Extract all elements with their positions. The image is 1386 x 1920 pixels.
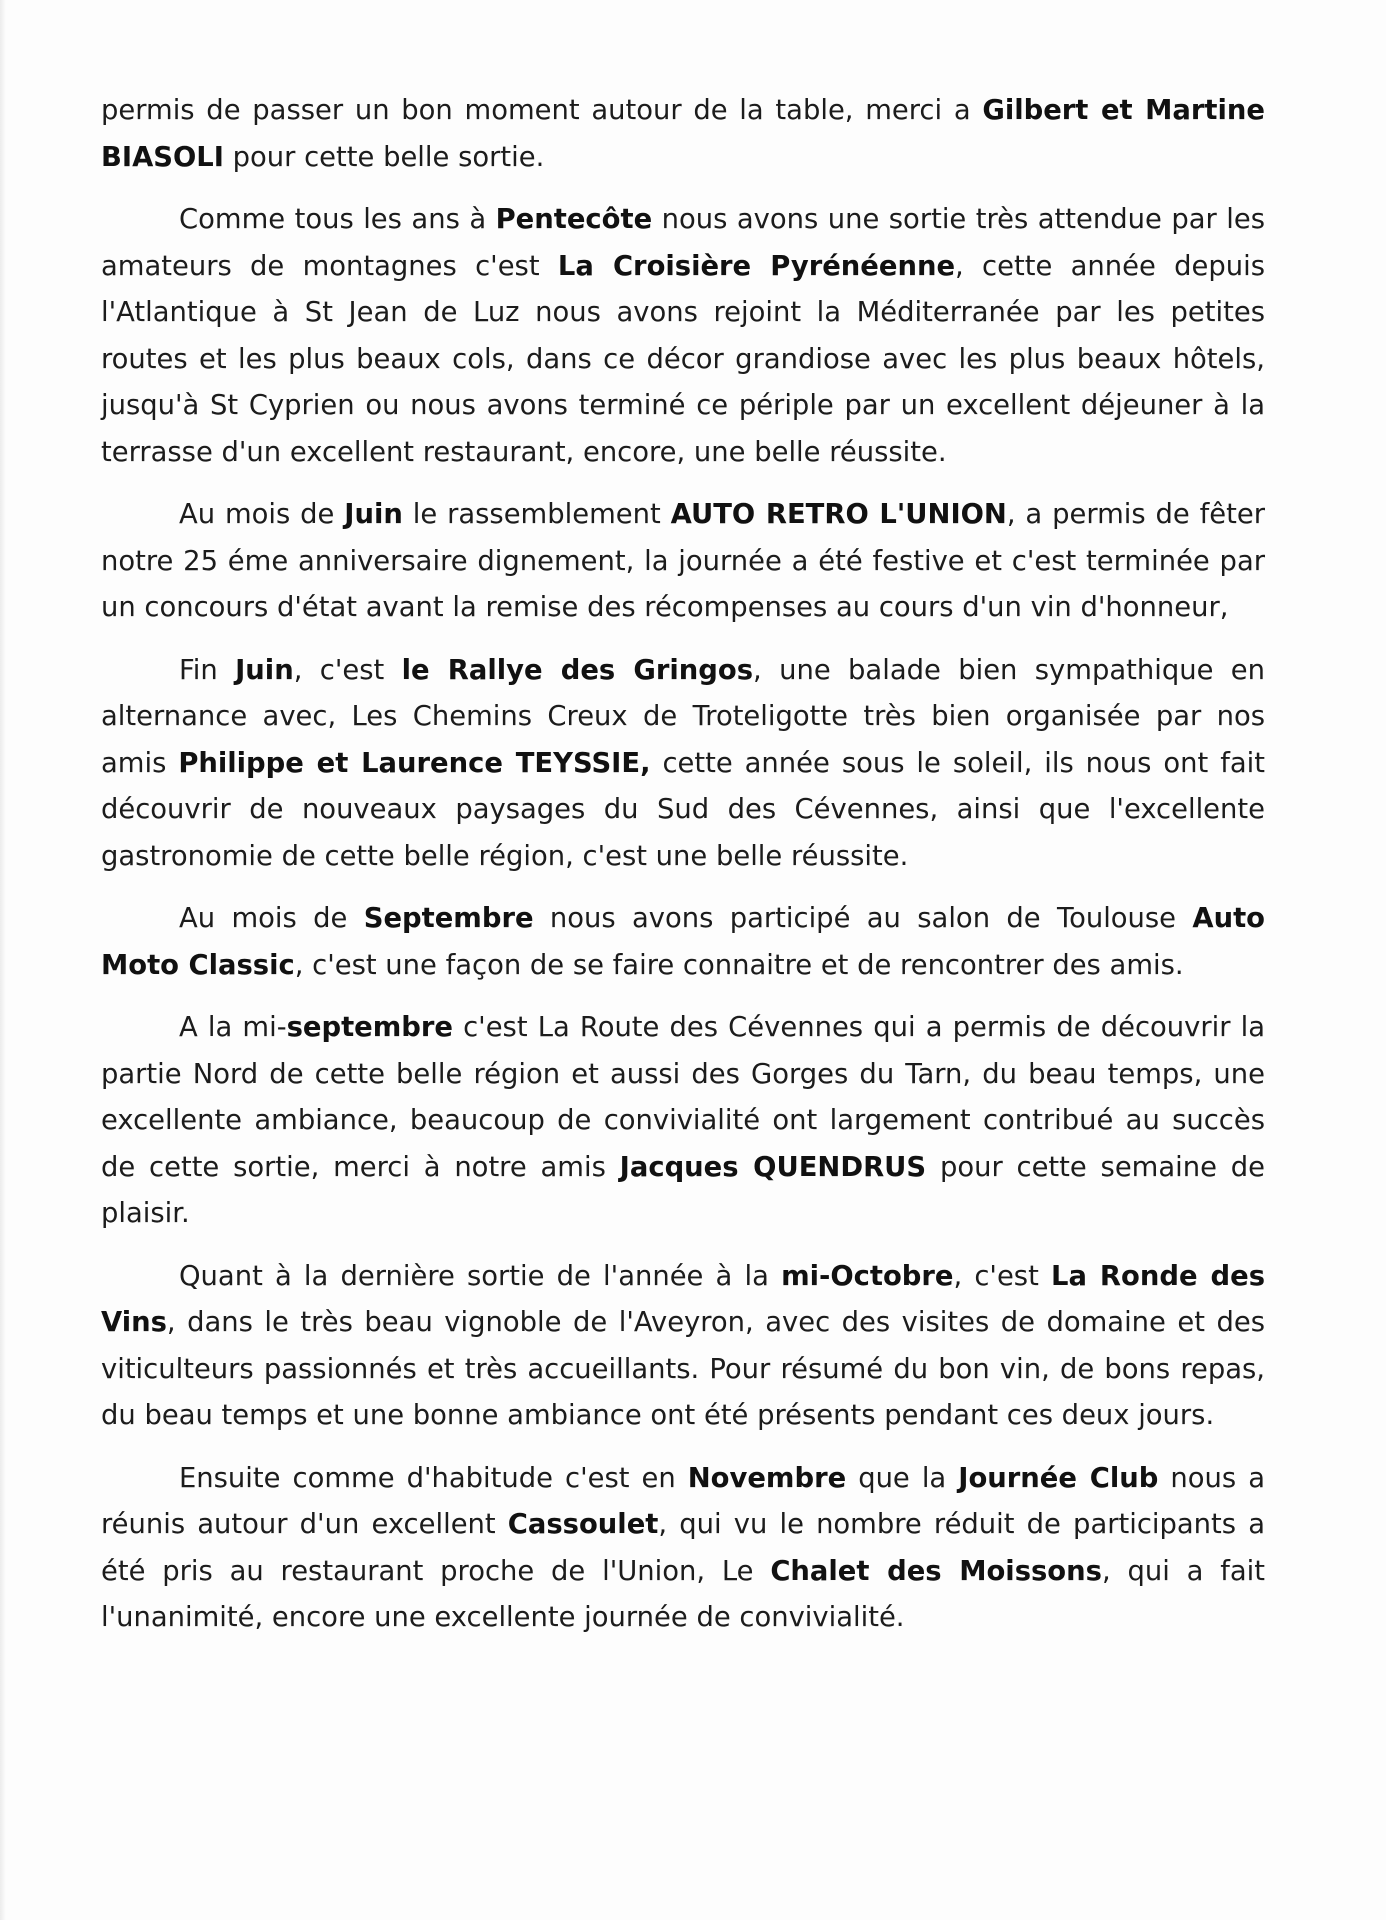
text-run: , dans le très beau vignoble de l'Aveyron, avec des visites de domaine et des viticulteurs passionnés et très accueillants. Pour résumé du bon vin, de bons repas, du beau temps et une bonne ambiance ont été présents pendant ces deux jours.: [101, 1307, 1265, 1431]
text-run: pour cette semaine de plaisir.: [101, 1151, 1265, 1229]
text-run: le rassemblement: [402, 499, 671, 530]
bold-text-run: le Rallye des Gringos: [401, 654, 754, 686]
text-run: , c'est: [293, 654, 402, 686]
text-run: nous avons une sortie très attendue par les amateurs de montagnes c'est: [101, 204, 1265, 282]
paragraph: [101, 1456, 1265, 1642]
text-run: permis de passer un bon moment autour de la table, merci a: [101, 95, 983, 126]
text-run: , qui a fait l'unanimité, encore une excellente journée de convivialité.: [101, 1555, 1265, 1633]
text-run: c'est La Route des Cévennes qui a permis de découvrir la partie Nord de cette belle région et aussi des Gorges du Tarn, du beau temps, une excellente ambiance, beaucoup de convivialité ont largement contribué au succès de cette sortie, merci à notre amis: [101, 1012, 1265, 1183]
bold-text-run: Chalet des Moissons: [770, 1555, 1102, 1587]
text-run: Ensuite comme d'habitude c'est en: [179, 1462, 688, 1494]
text-run: que la: [846, 1462, 959, 1494]
paragraph: [101, 896, 1265, 989]
bold-text-run: AUTO RETRO L'UNION: [670, 499, 1007, 530]
bold-text-run: Juin: [235, 654, 294, 686]
bold-text-run: Novembre: [687, 1462, 847, 1494]
bold-text-run: Auto Moto Classic: [101, 903, 1265, 981]
bold-text-run: Cassoulet: [507, 1509, 659, 1540]
text-run: Au mois de: [179, 903, 364, 934]
bold-text-run: septembre: [286, 1012, 453, 1043]
bold-text-run: Philippe et Laurence TEYSSIE,: [178, 747, 651, 779]
bold-text-run: Jacques QUENDRUS: [619, 1151, 927, 1183]
bold-text-run: La Croisière Pyrénéenne: [557, 250, 956, 282]
bold-text-run: Journée Club: [958, 1462, 1159, 1494]
scan-edge-shadow: [0, 0, 6, 1920]
paragraph: [101, 197, 1265, 476]
bold-text-run: La Ronde des Vins: [101, 1260, 1266, 1338]
text-run: Fin: [179, 654, 236, 686]
text-run: , cette année depuis l'Atlantique à St Jean de Luz nous avons rejoint la Méditerranée par les petites routes et les plus beaux cols, dans ce décor grandiose avec les plus beaux hôtels, jusqu'à St Cyprien ou nous avons terminé ce périple par un excellent déjeuner à la terrasse d'un excellent restaurant, encore, une belle réussite.: [101, 250, 1265, 468]
text-run: nous a réunis autour d'un excellent: [101, 1462, 1265, 1540]
text-run: , une balade bien sympathique en alternance avec, Les Chemins Creux de Troteligotte très bien organisée par nos amis: [101, 654, 1265, 779]
bold-text-run: mi-Octobre: [781, 1260, 954, 1292]
paragraph: [101, 1005, 1265, 1238]
bold-text-run: Gilbert et Martine BIASOLI: [101, 95, 1265, 173]
bold-text-run: Juin: [344, 499, 403, 530]
text-run: , a permis de fêter notre 25 éme anniversaire dignement, la journée a été festive et c'est terminée par un concours d'état avant la remise des récompenses au cours d'un vin d'honneur,: [101, 499, 1266, 623]
paragraph: [101, 648, 1265, 881]
text-run: , c'est: [953, 1260, 1051, 1292]
bold-text-run: Pentecôte: [495, 204, 653, 235]
text-run: Quant à la dernière sortie de l'année à la: [179, 1260, 782, 1292]
text-run: cette année sous le soleil, ils nous ont fait découvrir de nouveaux paysages du Sud des Cévennes, ainsi que l'excellente gastronomie de cette belle région, c'est une belle réussite.: [101, 747, 1265, 872]
text-run: , c'est une façon de se faire connaitre et de rencontrer des amis.: [294, 949, 1184, 981]
paragraph: [101, 1254, 1265, 1440]
body-text: [101, 88, 1265, 1658]
bold-text-run: Septembre: [363, 903, 534, 934]
text-run: pour cette belle sortie.: [223, 141, 545, 173]
text-run: A la mi-: [179, 1012, 287, 1043]
text-run: Au mois de: [179, 499, 345, 530]
paragraph: [101, 492, 1265, 632]
text-run: , qui vu le nombre réduit de participants a été pris au restaurant proche de l'Union, Le: [101, 1509, 1265, 1587]
text-run: nous avons participé au salon de Toulouse: [533, 903, 1193, 934]
paragraph: [101, 88, 1265, 181]
text-run: Comme tous les ans à: [179, 204, 496, 235]
